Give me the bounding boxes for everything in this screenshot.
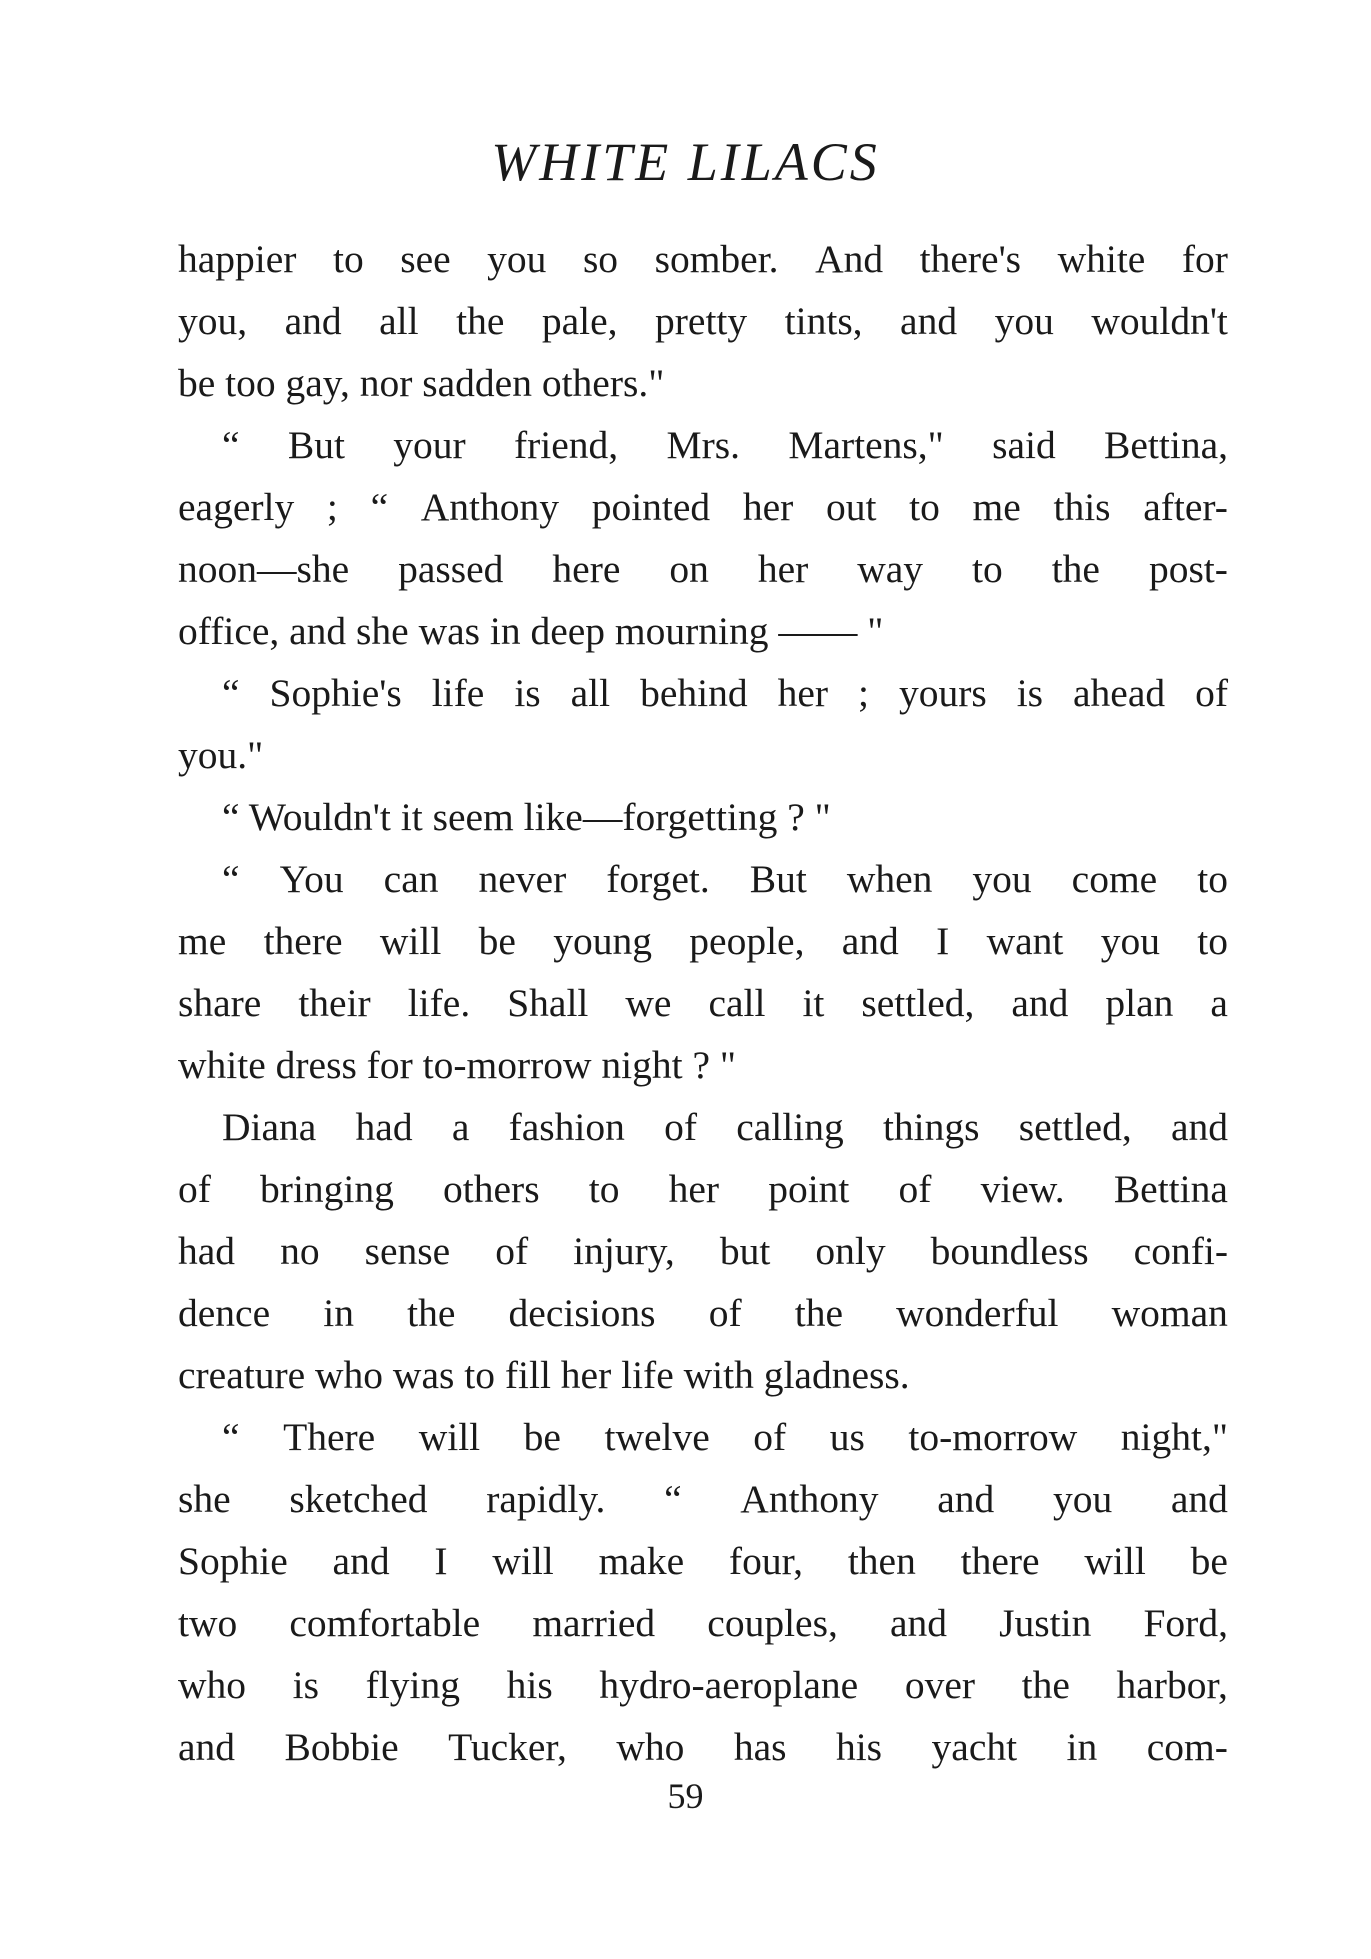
text-line: “ Wouldn't it seem like—forgetting ? " (222, 795, 831, 839)
text-line: “ You can never forget. But when you come to (222, 857, 1228, 901)
text-line: “ There will be twelve of us to-morrow night," (222, 1415, 1228, 1459)
page-number: 59 (667, 1776, 704, 1816)
text-line: noon—she passed here on her way to the post- (178, 547, 1228, 591)
text-line: of bringing others to her point of view. Bettina (178, 1167, 1228, 1211)
running-head: WHITE LILACS (491, 132, 880, 192)
text-line: who is flying his hydro-aeroplane over the harbor, (178, 1663, 1228, 1707)
text-line: two comfortable married couples, and Justin Ford, (178, 1601, 1228, 1645)
text-line: office, and she was in deep mourning —— " (178, 609, 884, 653)
text-line: white dress for to-morrow night ? " (178, 1043, 737, 1087)
text-line: share their life. Shall we call it settled, and plan a (178, 981, 1228, 1025)
text-line: “ Sophie's life is all behind her ; yours is ahead of (222, 671, 1228, 715)
text-line: me there will be young people, and I want you to (178, 919, 1228, 963)
text-line: dence in the decisions of the wonderful woman (178, 1291, 1228, 1335)
text-line: Diana had a fashion of calling things settled, and (222, 1105, 1228, 1149)
text-line: had no sense of injury, but only boundless confi- (178, 1229, 1228, 1273)
text-line: Sophie and I will make four, then there will be (178, 1539, 1228, 1583)
text-line: happier to see you so somber. And there's white for (178, 237, 1228, 281)
text-line: you, and all the pale, pretty tints, and you wouldn't (178, 299, 1228, 343)
text-line: she sketched rapidly. “ Anthony and you and (178, 1477, 1228, 1521)
text-line: eagerly ; “ Anthony pointed her out to me this after- (178, 485, 1228, 529)
body-text (178, 228, 1228, 1778)
text-line: creature who was to fill her life with gladness. (178, 1353, 910, 1397)
text-line: you." (178, 733, 264, 777)
text-line: and Bobbie Tucker, who has his yacht in com- (178, 1725, 1228, 1769)
text-line: be too gay, nor sadden others." (178, 361, 665, 405)
text-line: “ But your friend, Mrs. Martens," said Bettina, (222, 423, 1228, 467)
